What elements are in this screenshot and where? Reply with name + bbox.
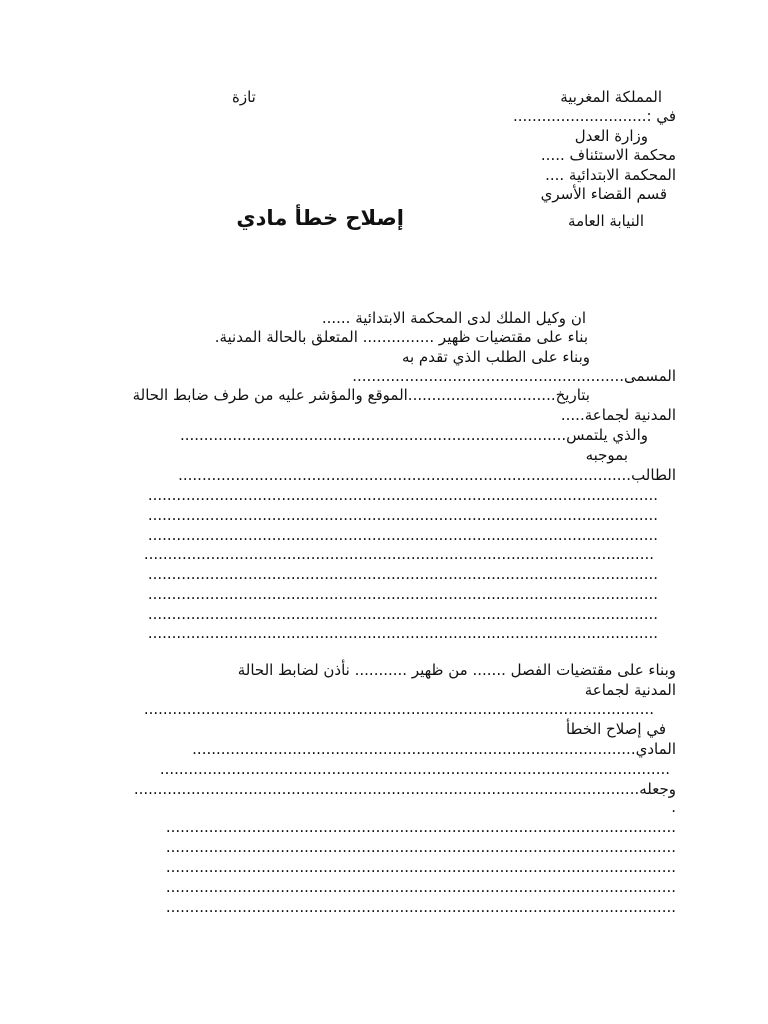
dotted-line: ........................................................................................................... — [147, 585, 658, 603]
dotted-line: ........................................................................................................... — [165, 898, 676, 916]
body-line-8: بموجبه — [585, 446, 628, 464]
body-line-6: المدنية لجماعة..... — [560, 406, 676, 424]
header-prosecution: النيابة العامة — [568, 212, 644, 230]
body-line-14: المادي............................................................................................. — [192, 740, 676, 758]
body-line-9: الطالب............................................................................................... — [178, 466, 676, 484]
dotted-line: ........................................................................................................... — [147, 624, 658, 642]
dotted-line: ........................................................................................................... — [147, 506, 658, 524]
dotted-line: ........................................................................................................... — [165, 858, 676, 876]
body-line-2: بناء على مقتضيات ظهير ............... المتعلق بالحالة المدنية. — [214, 328, 588, 346]
body-line-12: ........................................................................................................... — [143, 700, 654, 718]
document-title: إصلاح خطأ مادي — [236, 206, 404, 230]
dotted-line: ........................................................................................................... — [147, 486, 658, 504]
header-ministry: وزارة العدل — [574, 127, 648, 145]
dotted-line: ........................................................................................................... — [143, 545, 654, 563]
header-date-line: في :............................ — [512, 107, 676, 125]
body-line-13: في إصلاح الخطأ — [565, 720, 666, 738]
header-first-instance-court: المحكمة الابتدائية .... — [545, 166, 676, 184]
body-line-7: والذي يلتمس................................................................................. — [179, 426, 648, 444]
body-line-15: ........................................................................................................... — [159, 760, 670, 778]
body-line-11: المدنية لجماعة — [584, 681, 676, 699]
body-line-17: . — [671, 798, 676, 816]
dotted-line: ........................................................................................................... — [147, 526, 658, 544]
header-city: تازة — [232, 88, 256, 106]
dotted-line: ........................................................................................................... — [165, 838, 676, 856]
header-family-section: قسم القضاء الأسري — [540, 185, 667, 203]
body-line-4: المسمى......................................................... — [352, 367, 676, 385]
body-line-16: وجعله.......................................................................................................... — [133, 780, 676, 798]
header-appeal-court: محكمة الاستئناف ..... — [540, 146, 676, 164]
dotted-line: ........................................................................................................... — [147, 605, 658, 623]
body-line-1: ان وكيل الملك لدى المحكمة الابتدائية ...... — [321, 309, 586, 327]
dotted-line: ........................................................................................................... — [165, 878, 676, 896]
body-line-3: وبناء على الطلب الذي تقدم به — [401, 348, 590, 366]
body-line-5: بتاريخ...............................الموقع والمؤشر عليه من طرف ضابط الحالة — [132, 386, 590, 404]
header-kingdom: المملكة المغربية — [560, 88, 662, 106]
dotted-line: ........................................................................................................... — [147, 565, 658, 583]
dotted-line: ........................................................................................................... — [165, 818, 676, 836]
body-line-10: وبناء على مقتضيات الفصل ....... من ظهير ........... نأذن لضابط الحالة — [237, 661, 676, 679]
